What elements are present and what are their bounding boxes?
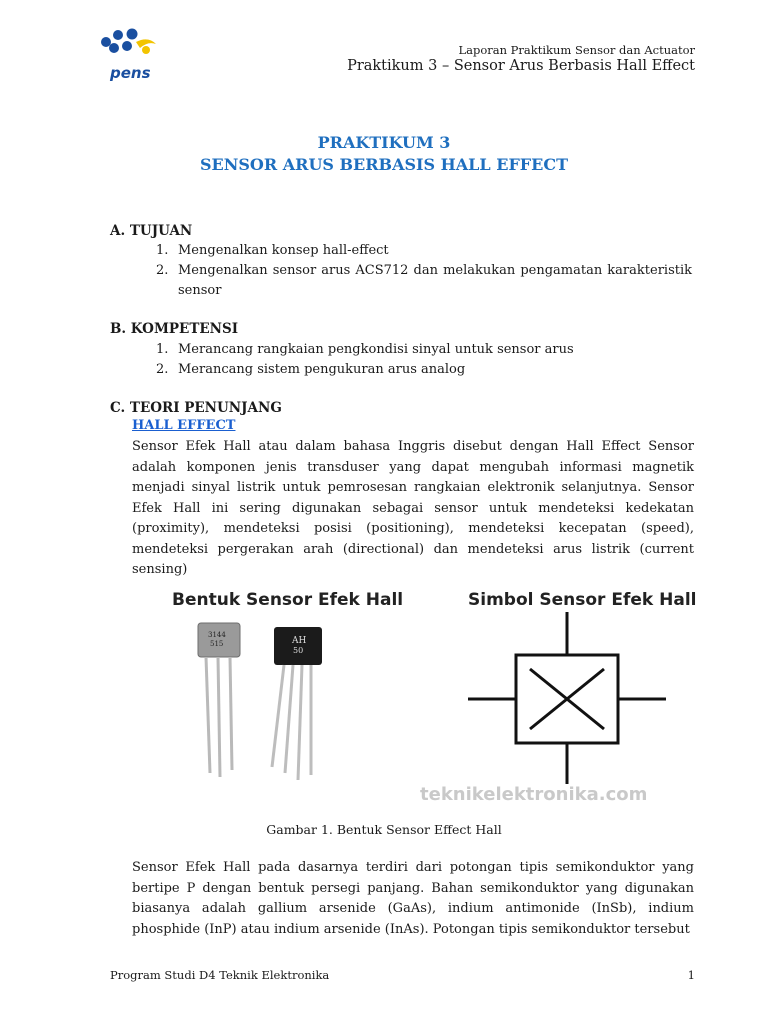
chip2-label-1: AH	[292, 636, 307, 646]
list-text: Mengenalkan sensor arus ACS712 dan melakukan pengamatan karakteristik sensor	[178, 263, 692, 298]
list-number: 1.	[156, 243, 169, 258]
footer-program: Program Studi D4 Teknik Elektronika	[110, 968, 330, 982]
pens-logo	[96, 28, 162, 82]
list-item	[156, 340, 692, 360]
section-a-heading: A. TUJUAN	[110, 223, 193, 239]
paragraph-1: Sensor Efek Hall atau dalam bahasa Inggris disebut dengan Hall Effect Sensor adalah komponen jenis transduser yang dapat mengubah informasi magnetik menjadi sinyal listrik untuk pemrosesan rangkaian elektronik selanjutnya. Sensor Efek Hall ini sering digunakan sebagai sensor untuk mendeteksi kedekatan (proximity), mendeteksi posisi (positioning), mendeteksi kecepatan (speed), mendeteksi pergerakan arah (directional) dan mendeteksi arus listrik (current sensing)	[132, 439, 694, 577]
hall-effect-link[interactable]: HALL EFFECT	[132, 418, 236, 433]
doc-title-line1: PRAKTIKUM 3	[317, 133, 451, 152]
chip1-label-2: 515	[210, 640, 224, 648]
list-text: Merancang rangkaian pengkondisi sinyal untuk sensor arus	[178, 342, 574, 357]
figure-left-title: Bentuk Sensor Efek Hall	[172, 590, 404, 610]
list-item	[156, 241, 692, 261]
header-title: Praktikum 3 – Sensor Arus Berbasis Hall Effect	[347, 58, 695, 74]
figure-caption: Gambar 1. Bentuk Sensor Effect Hall	[266, 822, 502, 837]
list-number: 1.	[156, 342, 169, 357]
hall-sensor-photo	[180, 615, 350, 790]
paragraph-2: Sensor Efek Hall pada dasarnya terdiri dari potongan tipis semikonduktor yang bertipe P dengan bentuk persegi panjang. Bahan semikonduktor yang digunakan biasanya adalah gallium arsenide (GaAs), indium antimonide (InSb), indium phosphide (InP) atau indium arsenide (InAs). Potongan tipis semikonduktor tersebut	[132, 860, 694, 937]
figure-right-title: Simbol Sensor Efek Hall	[468, 590, 697, 610]
hall-sensor-symbol	[468, 612, 668, 787]
figure-watermark: teknikelektronika.com	[420, 784, 648, 805]
logo-text: pens	[110, 64, 151, 82]
chip1-label-1: 3144	[208, 631, 226, 639]
list-item	[156, 360, 692, 380]
list-text: Merancang sistem pengukuran arus analog	[178, 362, 466, 377]
list-text: Mengenalkan konsep hall-effect	[178, 243, 389, 258]
header-subtitle: Laporan Praktikum Sensor dan Actuator	[458, 43, 695, 57]
list-number: 2.	[156, 362, 169, 377]
doc-title-line2: SENSOR ARUS BERBASIS HALL EFFECT	[200, 155, 568, 174]
list-number: 2.	[156, 263, 169, 278]
section-c-heading: C. TEORI PENUNJANG	[110, 400, 282, 416]
page-number: 1	[687, 968, 695, 982]
section-b-heading: B. KOMPETENSI	[110, 321, 239, 337]
list-item	[156, 261, 692, 301]
chip2-label-2: 50	[293, 646, 304, 655]
